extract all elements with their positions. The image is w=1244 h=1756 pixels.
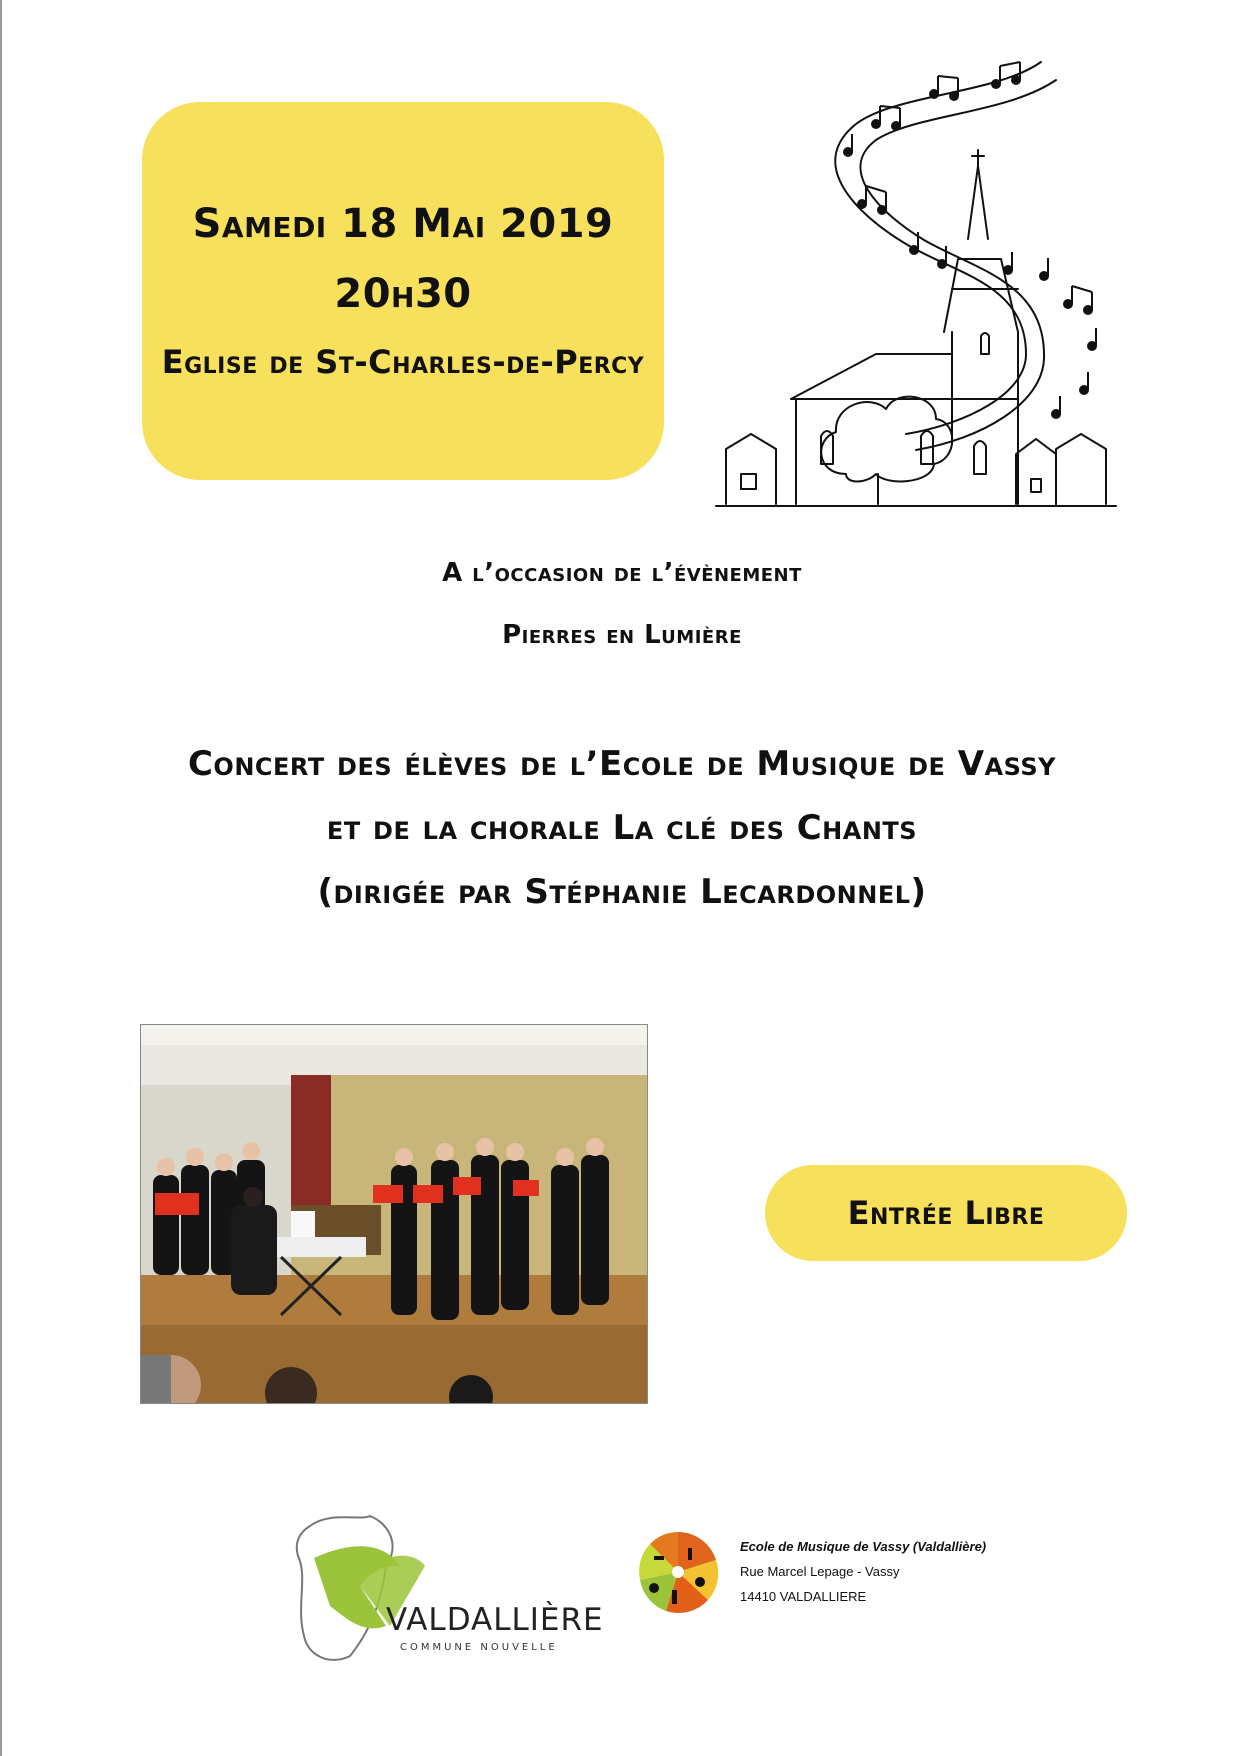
occasion-block (0, 542, 1244, 666)
school-address (740, 1534, 986, 1609)
commune-tagline: COMMUNE NOUVELLE (400, 1642, 558, 1653)
music-notes (844, 62, 1096, 418)
occasion-line-1: A l’occasion de l’évènement (442, 558, 802, 588)
concert-line-1: Concert des élèves de l’Ecole de Musique de Vassy (187, 744, 1057, 784)
event-venue: Eglise de St-Charles-de-Percy (161, 343, 645, 381)
event-info-box (142, 102, 664, 480)
school-name: Ecole de Musique de Vassy (Valdallière) (740, 1539, 987, 1554)
school-street: Rue Marcel Lepage - Vassy (740, 1564, 900, 1579)
event-time: 20h30 (334, 271, 472, 317)
music-school-logo (636, 1530, 720, 1614)
valdalliere-logo (290, 1506, 604, 1676)
concert-photo (140, 1024, 648, 1404)
concert-description (0, 732, 1244, 924)
concert-line-3: (dirigée par Stéphanie Lecardonnel) (317, 872, 927, 912)
church-illustration (696, 54, 1142, 516)
event-date: Samedi 18 Mai 2019 (192, 201, 614, 247)
school-city: 14410 VALDALLIERE (740, 1589, 867, 1604)
commune-name: VALDALLIÈRE (386, 1602, 604, 1638)
free-entry-badge: Entrée Libre (765, 1165, 1127, 1261)
occasion-line-2: Pierres en Lumière (502, 620, 742, 650)
concert-line-2: et de la chorale La clé des Chants (326, 808, 918, 848)
